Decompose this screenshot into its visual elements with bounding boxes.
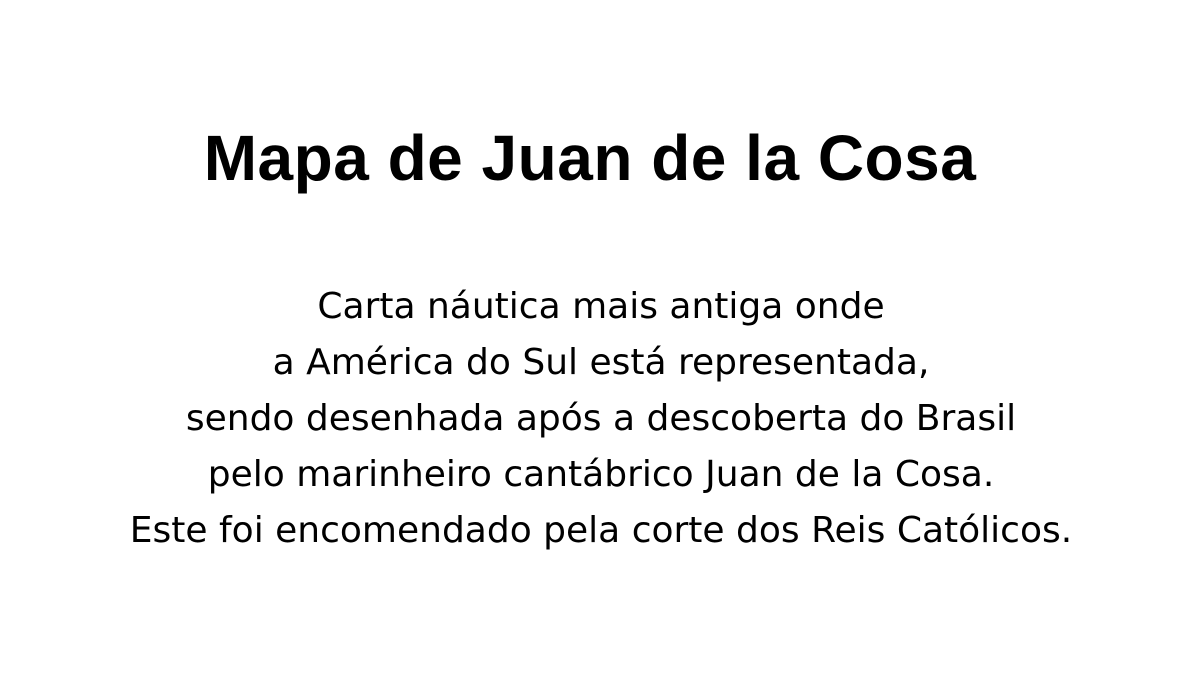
- description-line: sendo desenhada após a descoberta do Brasil: [185, 398, 1017, 439]
- description-line: Este foi encomendado pela corte dos Reis Católicos.: [129, 510, 1073, 551]
- page-title: Mapa de Juan de la Cosa: [203, 122, 977, 194]
- description-line: Carta náutica mais antiga onde: [317, 286, 885, 327]
- description-paragraph: [0, 279, 1202, 559]
- description-line: pelo marinheiro cantábrico Juan de la Cosa.: [207, 454, 995, 495]
- description-line: a América do Sul está representada,: [272, 342, 930, 383]
